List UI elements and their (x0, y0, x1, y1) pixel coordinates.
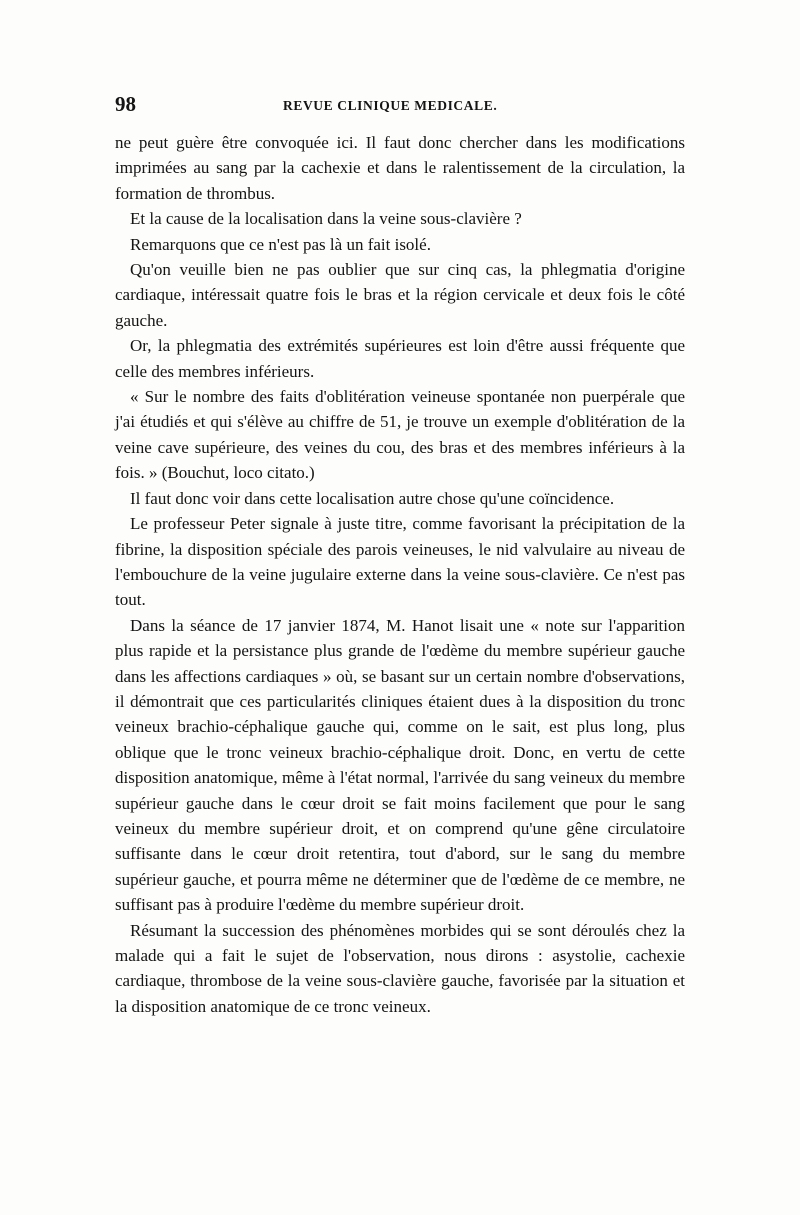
running-title: REVUE CLINIQUE MEDICALE. (283, 98, 498, 113)
paragraph: Remarquons que ce n'est pas là un fait isolé. (130, 234, 431, 254)
paragraph: Or, la phlegmatia des extrémités supérieures est loin d'être aussi fréquente que celle des membres inférieurs. (115, 336, 685, 381)
paragraph: Le professeur Peter signale à juste titre, comme favorisant la précipitation de la fibrine, la disposition spéciale des parois veineuses, le nid valvulaire au niveau de l'embouchure de la veine jugulaire externe dans la veine sous-clavière. Ce n'est pas tout. (115, 514, 685, 610)
paragraph: Qu'on veuille bien ne pas oublier que sur cinq cas, la phlegmatia d'origine cardiaque, intéressait quatre fois le bras et la région cervicale et deux fois le côté gauche. (115, 260, 685, 330)
paragraph: Dans la séance de 17 janvier 1874, M. Hanot lisait une « note sur l'apparition plus rapide et la persistance plus grande de l'œdème du membre supérieur gauche dans les affections cardiaques » où, se basant sur un certain nombre d'observations, il démontrait que ces particularités cliniques étaient dues à la disposition du tronc veineux brachio-céphalique gauche qui, comme on le sait, est plus long, plus oblique que le tronc veineux brachio-céphalique droit. Donc, en vertu de cette disposition anatomique, même à l'état normal, l'arrivée du sang veineux du membre supérieur gauche dans le cœur droit se fait moins facilement que pour le sang veineux du membre supérieur droit, et on comprend qu'une gêne circulatoire suffisante dans le cœur droit retentira, tout d'abord, sur le sang du membre supérieur gauche, et pourra même ne déterminer que de l'œdème de ce membre, ne suffisant pas à produire l'œdème du membre supérieur droit. (115, 615, 685, 915)
page-number: 98 (115, 92, 136, 116)
page-header (115, 92, 685, 122)
paragraph: Il faut donc voir dans cette localisation autre chose qu'une coïncidence. (130, 488, 615, 508)
paragraph: Résumant la succession des phénomènes morbides qui se sont déroulés chez la malade qui a fait le sujet de l'observation, nous dirons : asystolie, cachexie cardiaque, thrombose de la veine sous-clavière gauche, favorisée par la situation et la disposition anatomique de ce tronc veineux. (115, 920, 685, 1016)
quotation-paragraph: « Sur le nombre des faits d'oblitération veineuse spontanée non puerpérale que j'ai étudiés et qui s'élève au chiffre de 51, je trouve un exemple d'oblitération de la veine cave supérieure, des veines du cou, des bras et des membres inférieurs à la fois. » (Bouchut, loco citato.) (115, 387, 685, 483)
body-text (115, 130, 685, 1019)
paragraph: Et la cause de la localisation dans la veine sous-clavière ? (130, 209, 522, 229)
paragraph: ne peut guère être convoquée ici. Il faut donc chercher dans les modifications imprimées au sang par la cachexie et dans le ralentissement de la circulation, la formation de thrombus. (115, 133, 685, 203)
